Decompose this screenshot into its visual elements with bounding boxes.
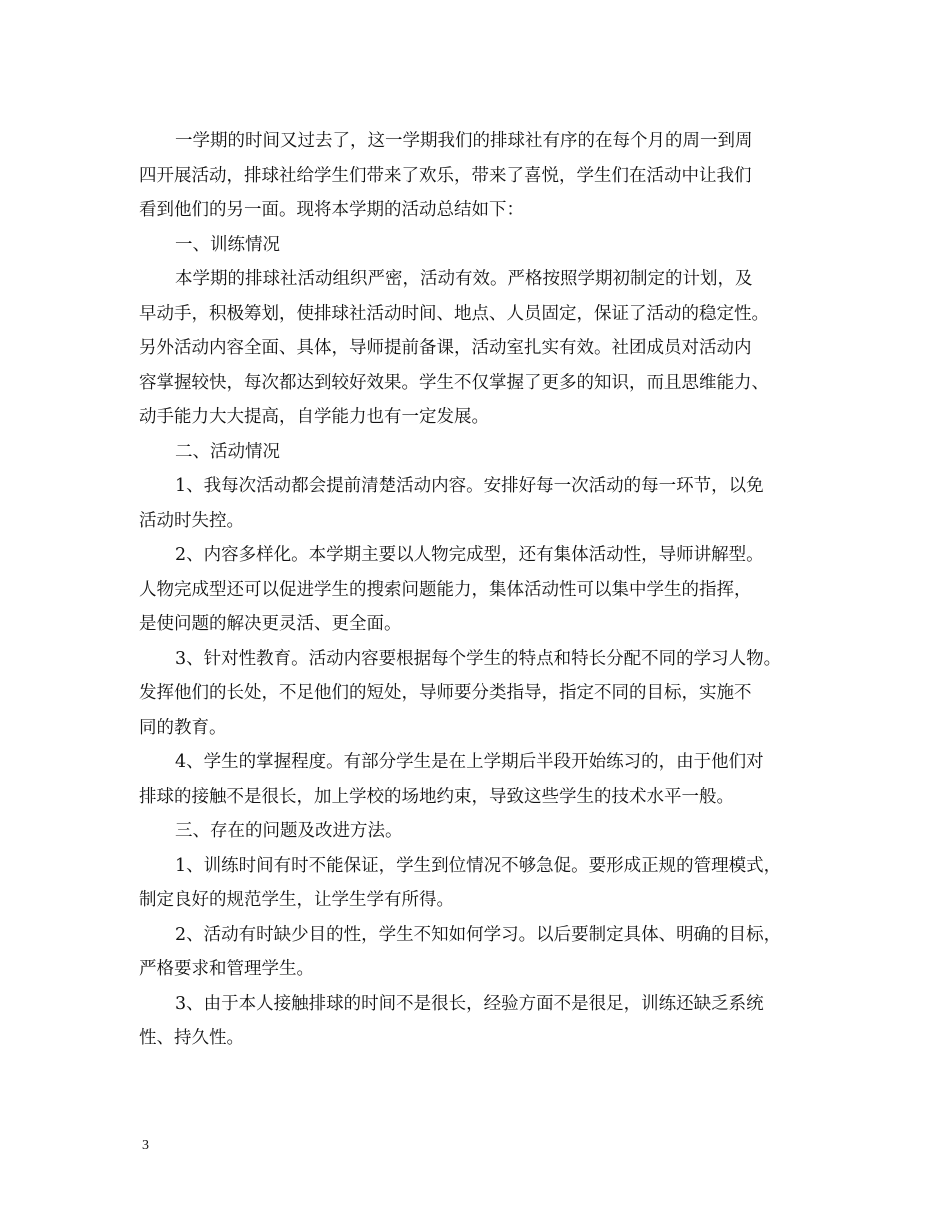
text-line: 四开展活动，排球社给学生们带来了欢乐，带来了喜悦，学生们在活动中让我们: [139, 165, 752, 186]
text-line: 一学期的时间又过去了，这一学期我们的排球社有序的在每个月的周一到周: [175, 131, 753, 151]
text-line: 发挥他们的长处，不足他们的短处，导师要分类指导，指定不同的目标，实施不: [139, 683, 752, 703]
text-line: 本学期的排球社活动组织严密，活动有效。严格按照学期初制定的计划，及: [175, 269, 753, 289]
text-line: 2、内容多样化。本学期主要以人物完成型，还有集体活动性，导师讲解型。: [175, 545, 764, 565]
text-line: 4、学生的掌握程度。有部分学生是在上学期后半段开始练习的，由于他们对: [175, 752, 764, 772]
text-line: 排球的接触不是很长，加上学校的场地约束，导致这些学生的技术水平一般。: [139, 786, 734, 807]
text-line: 人物完成型还可以促进学生的搜索问题能力，集体活动性可以集中学生的指挥，: [139, 579, 752, 600]
text-line: 3、由于本人接触排球的时间不是很长，经验方面不是很足，训练还缺乏系统: [175, 993, 764, 1014]
page-number: 3: [142, 1138, 149, 1153]
text-line: 严格要求和管理学生。: [139, 959, 314, 979]
text-line: 另外活动内容全面、具体，导师提前备课，活动室扎实有效。社团成员对活动内: [139, 338, 752, 358]
text-line: 同的教育。: [139, 717, 227, 738]
section-heading: 一、训练情况: [175, 234, 280, 255]
text-line: 动手能力大大提高，自学能力也有一定发展。: [139, 407, 489, 427]
text-line: 1、训练时间有时不能保证，学生到位情况不够急促。要形成正规的管理模式，: [175, 855, 782, 876]
text-line: 3、针对性教育。活动内容要根据每个学生的特点和特长分配不同的学习人物。: [175, 648, 782, 669]
text-line: 早动手，积极筹划，使排球社活动时间、地点、人员固定，保证了活动的稳定性。: [139, 303, 769, 324]
text-line: 2、活动有时缺少目的性，学生不知如何学习。以后要制定具体、明确的目标，: [175, 924, 782, 945]
text-line: 容掌握较快，每次都达到较好效果。学生不仅掌握了更多的知识，而且思维能力、: [139, 372, 769, 393]
text-line: 活动时失控。: [139, 510, 244, 531]
text-line: 看到他们的另一面。现将本学期的活动总结如下：: [139, 200, 524, 220]
text-line: 是使问题的解决更灵活、更全面。: [139, 614, 402, 634]
text-line: 制定良好的规范学生，让学生学有所得。: [139, 890, 454, 910]
text-line: 性、持久性。: [139, 1028, 244, 1048]
section-heading: 二、活动情况: [175, 441, 280, 462]
text-line: 1、我每次活动都会提前清楚活动内容。安排好每一次活动的每一环节，以免: [175, 476, 764, 496]
document-body: [139, 124, 819, 1056]
section-heading: 三、存在的问题及改进方法。: [175, 821, 403, 841]
